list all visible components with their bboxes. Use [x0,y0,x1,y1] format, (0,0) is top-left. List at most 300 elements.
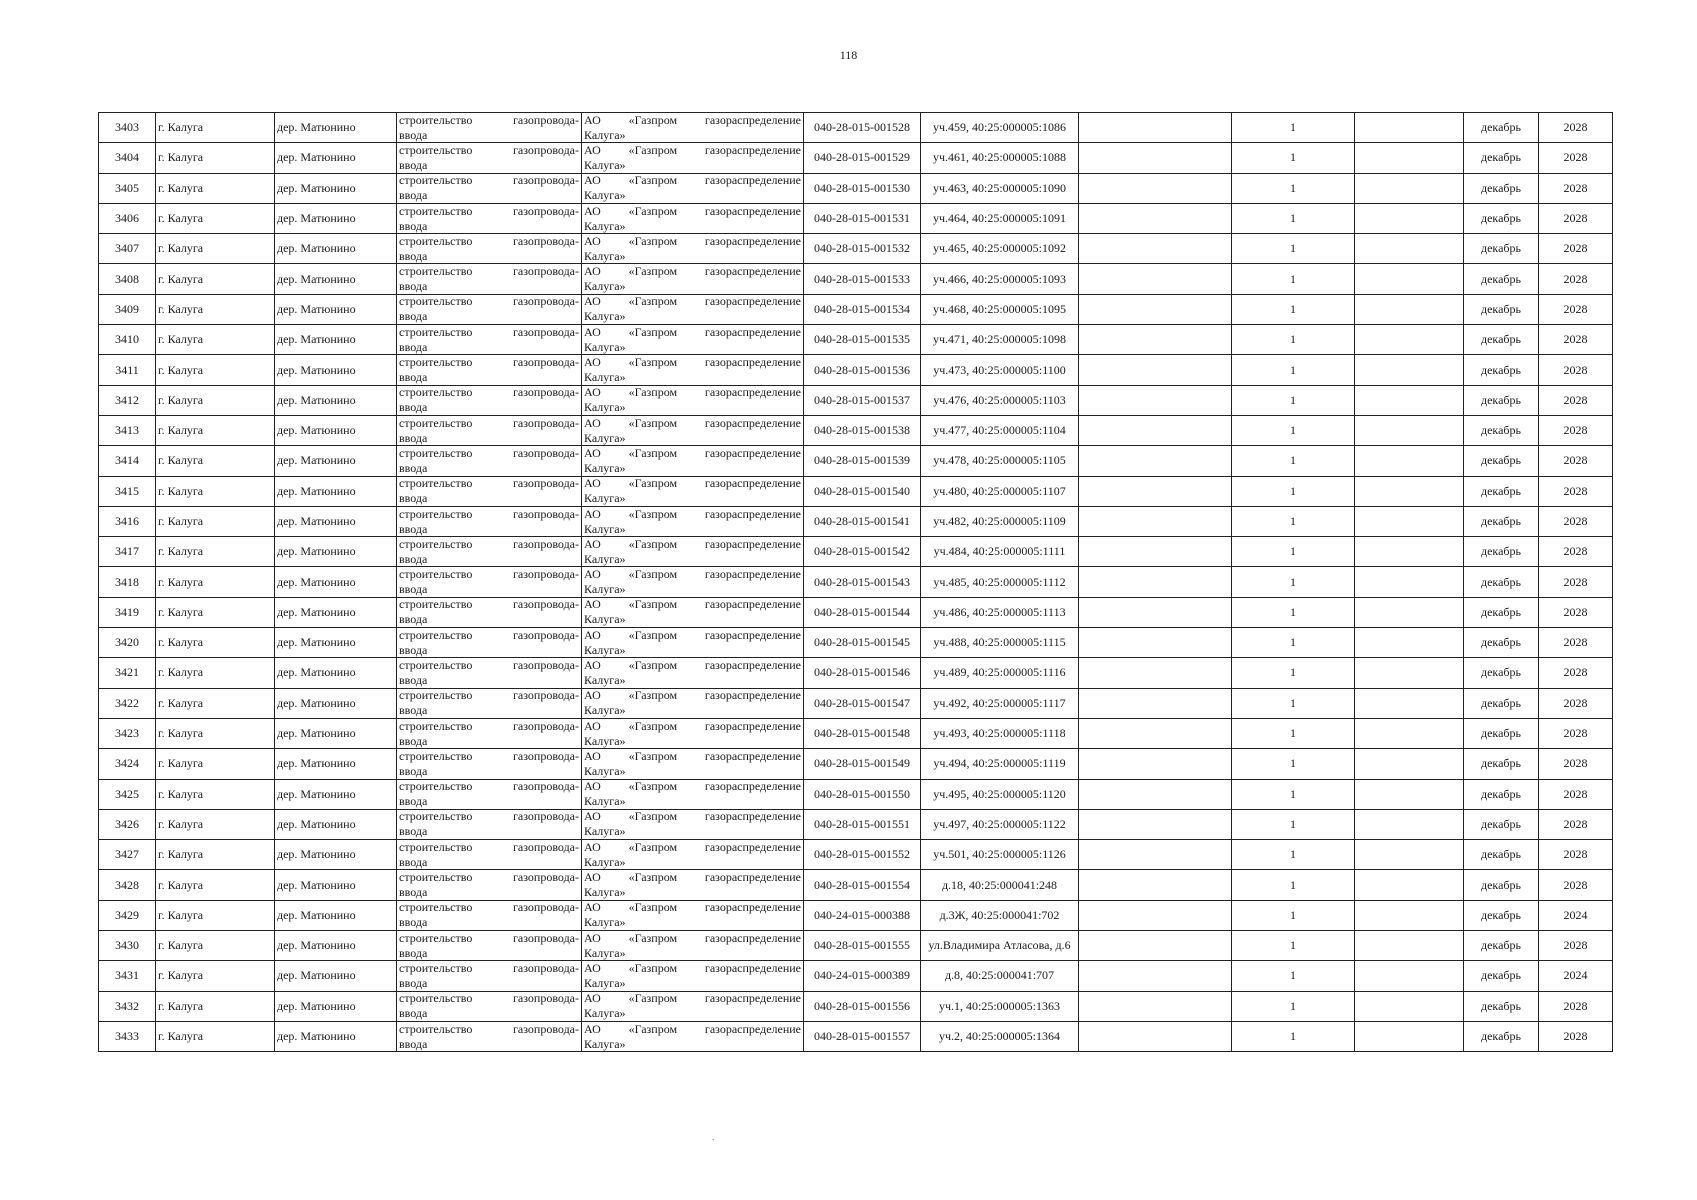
city-cell: г. Калуга [156,143,275,173]
row-number: 3415 [99,476,156,506]
work-description-cell [397,446,582,476]
org-word: АО [584,779,601,794]
work-description-cell [397,113,582,143]
work-description-cell [397,870,582,900]
work-word: газопровода- [512,415,579,430]
year-cell: 2028 [1539,567,1613,597]
row-number: 3419 [99,597,156,627]
code-cell: 040-28-015-001556 [804,991,921,1021]
org-word: АО [584,233,601,248]
month-cell: декабрь [1464,931,1539,961]
code-cell: 040-28-015-001539 [804,446,921,476]
org-word: газораспределение [704,930,801,945]
table-row [99,900,1613,930]
org-word: АО [584,718,601,733]
code-cell: 040-28-015-001540 [804,476,921,506]
village-cell: дер. Матюнино [275,143,397,173]
org-word: АО [584,930,601,945]
work-word: газопровода- [512,385,579,400]
year-cell: 2028 [1539,597,1613,627]
city-cell: г. Калуга [156,446,275,476]
work-word: строительство [399,567,473,582]
row-number: 3428 [99,870,156,900]
village-cell: дер. Матюнино [275,870,397,900]
month-cell: декабрь [1464,1021,1539,1051]
row-number: 3432 [99,991,156,1021]
org-word: газораспределение [704,1021,801,1036]
org-word: газораспределение [704,536,801,551]
empty-cell [1079,991,1232,1021]
work-word: ввода [399,733,428,748]
work-word: газопровода- [512,112,579,127]
empty-cell [1355,991,1464,1021]
footer-mark: . [712,1132,715,1143]
city-cell: г. Калуга [156,113,275,143]
address-cell: д.3Ж, 40:25:000041:702 [921,900,1079,930]
month-cell: декабрь [1464,628,1539,658]
empty-cell [1079,415,1232,445]
row-number: 3407 [99,234,156,264]
work-description-cell [397,628,582,658]
org-word: «Газпром [628,476,678,491]
year-cell: 2028 [1539,931,1613,961]
organization-cell [582,931,804,961]
empty-cell [1355,597,1464,627]
work-description-cell [397,143,582,173]
work-word: строительство [399,688,473,703]
empty-cell [1355,355,1464,385]
code-cell: 040-28-015-001542 [804,537,921,567]
city-cell: г. Калуга [156,931,275,961]
year-cell: 2028 [1539,446,1613,476]
year-cell: 2028 [1539,658,1613,688]
work-word: ввода [399,945,428,960]
city-cell: г. Калуга [156,870,275,900]
address-cell: уч.492, 40:25:000005:1117 [921,688,1079,718]
quantity-cell: 1 [1232,597,1355,627]
year-cell: 2028 [1539,143,1613,173]
empty-cell [1079,203,1232,233]
work-word: строительство [399,627,473,642]
table-row [99,718,1613,748]
org-word: Калуга» [584,460,626,475]
month-cell: декабрь [1464,718,1539,748]
row-number: 3418 [99,567,156,597]
work-word: газопровода- [512,960,579,975]
address-cell: уч.461, 40:25:000005:1088 [921,143,1079,173]
empty-cell [1079,870,1232,900]
year-cell: 2028 [1539,1021,1613,1051]
month-cell: декабрь [1464,143,1539,173]
table-row [99,931,1613,961]
work-word: ввода [399,430,428,445]
work-word: газопровода- [512,930,579,945]
year-cell: 2028 [1539,809,1613,839]
work-word: ввода [399,460,428,475]
org-word: АО [584,112,601,127]
month-cell: декабрь [1464,415,1539,445]
empty-cell [1079,385,1232,415]
org-word: АО [584,203,601,218]
table-row [99,567,1613,597]
org-word: газораспределение [704,627,801,642]
code-cell: 040-28-015-001532 [804,234,921,264]
organization-cell [582,294,804,324]
code-cell: 040-28-015-001538 [804,415,921,445]
year-cell: 2028 [1539,113,1613,143]
city-cell: г. Калуга [156,537,275,567]
org-word: АО [584,355,601,370]
empty-cell [1079,749,1232,779]
code-cell: 040-28-015-001552 [804,840,921,870]
work-word: газопровода- [512,779,579,794]
empty-cell [1355,537,1464,567]
empty-cell [1355,567,1464,597]
org-word: АО [584,324,601,339]
org-word: газораспределение [704,506,801,521]
work-description-cell [397,506,582,536]
city-cell: г. Калуга [156,718,275,748]
org-word: газораспределение [704,960,801,975]
empty-cell [1355,779,1464,809]
work-word: газопровода- [512,142,579,157]
city-cell: г. Калуга [156,597,275,627]
work-word: газопровода- [512,203,579,218]
work-word: строительство [399,809,473,824]
quantity-cell: 1 [1232,628,1355,658]
empty-cell [1355,476,1464,506]
code-cell: 040-28-015-001530 [804,173,921,203]
year-cell: 2028 [1539,234,1613,264]
work-description-cell [397,537,582,567]
village-cell: дер. Матюнино [275,355,397,385]
year-cell: 2028 [1539,537,1613,567]
work-description-cell [397,991,582,1021]
address-cell: уч.493, 40:25:000005:1118 [921,718,1079,748]
table-row [99,446,1613,476]
work-description-cell [397,597,582,627]
month-cell: декабрь [1464,537,1539,567]
quantity-cell: 1 [1232,385,1355,415]
work-word: газопровода- [512,991,579,1006]
empty-cell [1079,809,1232,839]
work-word: строительство [399,900,473,915]
code-cell: 040-28-015-001543 [804,567,921,597]
org-word: «Газпром [628,385,678,400]
work-word: газопровода- [512,627,579,642]
code-cell: 040-28-015-001529 [804,143,921,173]
empty-cell [1079,355,1232,385]
quantity-cell: 1 [1232,961,1355,991]
year-cell: 2028 [1539,628,1613,658]
quantity-cell: 1 [1232,840,1355,870]
work-word: газопровода- [512,839,579,854]
city-cell: г. Калуга [156,203,275,233]
empty-cell [1355,628,1464,658]
year-cell: 2028 [1539,325,1613,355]
org-word: Калуга» [584,339,626,354]
city-cell: г. Калуга [156,1021,275,1051]
work-word: строительство [399,748,473,763]
org-word: Калуга» [584,854,626,869]
month-cell: декабрь [1464,597,1539,627]
work-word: газопровода- [512,900,579,915]
month-cell: декабрь [1464,355,1539,385]
org-word: Калуга» [584,188,626,203]
org-word: «Газпром [628,960,678,975]
village-cell: дер. Матюнино [275,294,397,324]
code-cell: 040-24-015-000389 [804,961,921,991]
organization-cell [582,688,804,718]
work-description-cell [397,718,582,748]
code-cell: 040-24-015-000388 [804,900,921,930]
organization-cell [582,597,804,627]
organization-cell [582,537,804,567]
address-cell: уч.1, 40:25:000005:1363 [921,991,1079,1021]
work-word: газопровода- [512,233,579,248]
table-row [99,203,1613,233]
table-row [99,113,1613,143]
organization-cell [582,143,804,173]
city-cell: г. Калуга [156,991,275,1021]
row-number: 3426 [99,809,156,839]
work-word: газопровода- [512,567,579,582]
org-word: Калуга» [584,491,626,506]
empty-cell [1355,113,1464,143]
organization-cell [582,325,804,355]
work-word: строительство [399,233,473,248]
month-cell: декабрь [1464,991,1539,1021]
code-cell: 040-28-015-001533 [804,264,921,294]
work-word: строительство [399,264,473,279]
table-row [99,628,1613,658]
organization-cell [582,446,804,476]
address-cell: уч.471, 40:25:000005:1098 [921,325,1079,355]
village-cell: дер. Матюнино [275,567,397,597]
code-cell: 040-28-015-001551 [804,809,921,839]
address-cell: ул.Владимира Атласова, д.6 [921,931,1079,961]
work-word: строительство [399,506,473,521]
city-cell: г. Калуга [156,415,275,445]
work-word: газопровода- [512,809,579,824]
city-cell: г. Калуга [156,506,275,536]
code-cell: 040-28-015-001544 [804,597,921,627]
work-description-cell [397,1021,582,1051]
year-cell: 2028 [1539,718,1613,748]
quantity-cell: 1 [1232,809,1355,839]
org-word: газораспределение [704,718,801,733]
organization-cell [582,658,804,688]
village-cell: дер. Матюнино [275,961,397,991]
work-word: строительство [399,870,473,885]
work-word: ввода [399,339,428,354]
work-description-cell [397,567,582,597]
org-word: «Газпром [628,506,678,521]
work-word: газопровода- [512,324,579,339]
empty-cell [1355,325,1464,355]
empty-cell [1079,506,1232,536]
work-word: газопровода- [512,870,579,885]
quantity-cell: 1 [1232,415,1355,445]
address-cell: уч.473, 40:25:000005:1100 [921,355,1079,385]
work-word: ввода [399,824,428,839]
month-cell: декабрь [1464,809,1539,839]
org-word: АО [584,142,601,157]
org-word: АО [584,809,601,824]
code-cell: 040-28-015-001536 [804,355,921,385]
address-cell: уч.476, 40:25:000005:1103 [921,385,1079,415]
org-word: Калуга» [584,279,626,294]
city-cell: г. Калуга [156,567,275,597]
quantity-cell: 1 [1232,234,1355,264]
empty-cell [1079,113,1232,143]
work-word: ввода [399,763,428,778]
organization-cell [582,234,804,264]
table-body [99,113,1613,1052]
row-number: 3421 [99,658,156,688]
organization-cell [582,718,804,748]
year-cell: 2024 [1539,961,1613,991]
empty-cell [1079,1021,1232,1051]
city-cell: г. Калуга [156,628,275,658]
work-word: ввода [399,248,428,263]
org-word: Калуга» [584,309,626,324]
village-cell: дер. Матюнино [275,597,397,627]
code-cell: 040-28-015-001550 [804,779,921,809]
empty-cell [1355,900,1464,930]
table-row [99,809,1613,839]
org-word: газораспределение [704,870,801,885]
organization-cell [582,355,804,385]
org-word: Калуга» [584,127,626,142]
village-cell: дер. Матюнино [275,749,397,779]
table-row [99,597,1613,627]
quantity-cell: 1 [1232,900,1355,930]
org-word: «Газпром [628,324,678,339]
address-cell: уч.465, 40:25:000005:1092 [921,234,1079,264]
work-description-cell [397,779,582,809]
table-row [99,961,1613,991]
work-word: ввода [399,794,428,809]
work-word: ввода [399,188,428,203]
organization-cell [582,991,804,1021]
work-description-cell [397,658,582,688]
org-word: газораспределение [704,900,801,915]
row-number: 3411 [99,355,156,385]
org-word: АО [584,567,601,582]
org-word: газораспределение [704,415,801,430]
code-cell: 040-28-015-001535 [804,325,921,355]
row-number: 3403 [99,113,156,143]
row-number: 3416 [99,506,156,536]
city-cell: г. Калуга [156,355,275,385]
org-word: «Газпром [628,748,678,763]
org-word: АО [584,476,601,491]
org-word: АО [584,839,601,854]
address-cell: уч.494, 40:25:000005:1119 [921,749,1079,779]
org-word: Калуга» [584,1036,626,1051]
work-word: ввода [399,915,428,930]
table-row [99,749,1613,779]
org-word: АО [584,688,601,703]
organization-cell [582,113,804,143]
table-row [99,1021,1613,1051]
month-cell: декабрь [1464,294,1539,324]
month-cell: декабрь [1464,779,1539,809]
org-word: «Газпром [628,112,678,127]
address-cell: уч.477, 40:25:000005:1104 [921,415,1079,445]
row-number: 3408 [99,264,156,294]
organization-cell [582,840,804,870]
address-cell: д.18, 40:25:000041:248 [921,870,1079,900]
year-cell: 2028 [1539,688,1613,718]
org-word: газораспределение [704,779,801,794]
address-cell: уч.501, 40:25:000005:1126 [921,840,1079,870]
quantity-cell: 1 [1232,991,1355,1021]
work-word: строительство [399,991,473,1006]
table-row [99,234,1613,264]
row-number: 3431 [99,961,156,991]
table-row [99,385,1613,415]
code-cell: 040-28-015-001546 [804,658,921,688]
month-cell: декабрь [1464,385,1539,415]
code-cell: 040-28-015-001534 [804,294,921,324]
org-word: «Газпром [628,688,678,703]
work-word: газопровода- [512,476,579,491]
quantity-cell: 1 [1232,294,1355,324]
org-word: АО [584,627,601,642]
row-number: 3406 [99,203,156,233]
org-word: «Газпром [628,415,678,430]
page-number: 118 [839,48,858,62]
org-word: АО [584,506,601,521]
table-row [99,143,1613,173]
empty-cell [1355,961,1464,991]
month-cell: декабрь [1464,203,1539,233]
village-cell: дер. Матюнино [275,991,397,1021]
row-number: 3422 [99,688,156,718]
address-cell: уч.478, 40:25:000005:1105 [921,446,1079,476]
village-cell: дер. Матюнино [275,506,397,536]
org-word: АО [584,173,601,188]
work-word: ввода [399,885,428,900]
org-word: АО [584,597,601,612]
village-cell: дер. Матюнино [275,234,397,264]
quantity-cell: 1 [1232,779,1355,809]
address-cell: уч.459, 40:25:000005:1086 [921,113,1079,143]
work-word: ввода [399,642,428,657]
empty-cell [1355,506,1464,536]
quantity-cell: 1 [1232,264,1355,294]
registry-table [98,112,1613,1052]
year-cell: 2028 [1539,355,1613,385]
organization-cell [582,567,804,597]
table-row [99,264,1613,294]
village-cell: дер. Матюнино [275,203,397,233]
year-cell: 2028 [1539,173,1613,203]
organization-cell [582,900,804,930]
city-cell: г. Калуга [156,900,275,930]
organization-cell [582,961,804,991]
work-word: ввода [399,279,428,294]
quantity-cell: 1 [1232,203,1355,233]
org-word: Калуга» [584,794,626,809]
empty-cell [1355,234,1464,264]
work-word: газопровода- [512,173,579,188]
year-cell: 2028 [1539,203,1613,233]
work-description-cell [397,809,582,839]
org-word: газораспределение [704,688,801,703]
